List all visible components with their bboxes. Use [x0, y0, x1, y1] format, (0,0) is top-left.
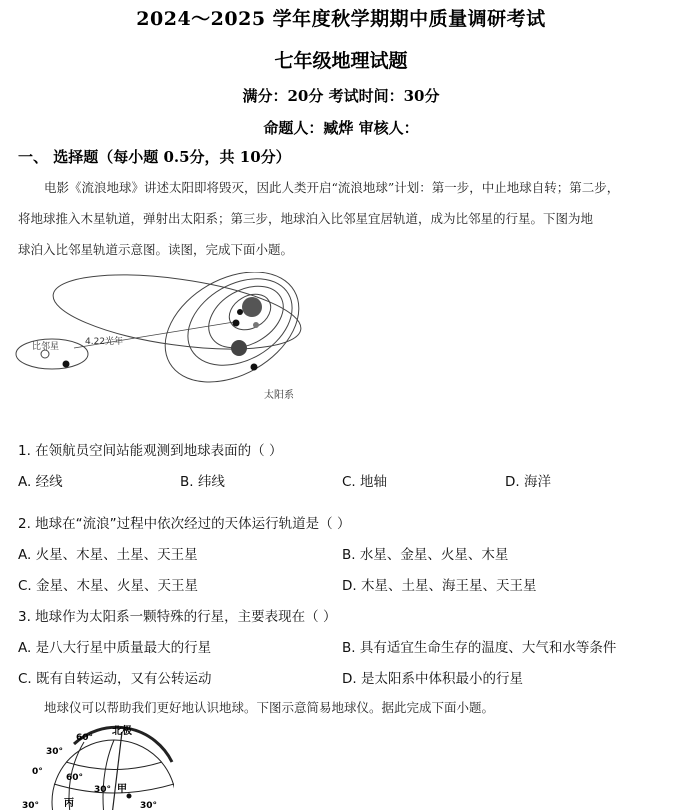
q2-option-d[interactable]: D. 木星、土星、海王星、天王星 [342, 578, 537, 594]
globe-axis [110, 732, 122, 810]
intro-line-1: 电影《流浪地球》讲述太阳即将毁灭，因此人类开启“流浪地球”计划：第一步，中止地球自转；第二步， [44, 180, 620, 195]
latitude-60 [66, 762, 162, 770]
exam-subtitle: 七年级地理试题 [274, 50, 408, 72]
point-jia [127, 794, 132, 799]
earth-near-proxima [63, 361, 70, 368]
exam-title: 2024～2025 学年度秋学期期中质量调研考试 [136, 8, 546, 30]
meridian-arc-2 [103, 740, 114, 810]
q1-option-b[interactable]: B. 纬线 [180, 474, 225, 490]
planet-large [231, 340, 247, 356]
distance-label: 4.22光年 [85, 337, 124, 347]
proxima-label: 比邻星 [32, 342, 60, 352]
q3-option-a[interactable]: A. 是八大行星中质量最大的行星 [18, 640, 212, 656]
intro2-line: 地球仪可以帮助我们更好地认识地球。下图示意简易地球仪。据此完成下面小题。 [44, 700, 495, 715]
q2-option-c[interactable]: C. 金星、木星、火星、天王星 [18, 578, 199, 594]
q1-option-c[interactable]: C. 地轴 [342, 474, 388, 490]
q2-option-b[interactable]: B. 水星、金星、火星、木星 [342, 547, 509, 563]
q1-option-d[interactable]: D. 海洋 [505, 474, 551, 490]
globe-label-30-right: 30° [140, 801, 158, 810]
planet-a [233, 320, 240, 327]
q1-option-a[interactable]: A. 经线 [18, 474, 63, 490]
globe-label-jia: 甲 [117, 784, 127, 795]
latitude-30 [54, 784, 174, 793]
outer-orbit [49, 272, 306, 362]
north-pole-label: 北极 [112, 726, 132, 737]
q3-option-b[interactable]: B. 具有适宜生命生存的温度、大气和水等条件 [342, 640, 617, 656]
globe-label-0: 0° [32, 767, 43, 777]
globe-label-60-inner: 60° [66, 773, 84, 783]
planet-d [237, 309, 243, 315]
solar-system-label: 太阳系 [264, 390, 294, 401]
q2-option-a[interactable]: A. 火星、木星、土星、天王星 [18, 547, 198, 563]
authors-line: 命题人：臧烨 审核人： [263, 119, 419, 137]
orbit-diagram [12, 272, 312, 432]
question-3: 3. 地球作为太阳系一颗特殊的行星，主要表现在（ ） [18, 609, 337, 625]
globe-label-30-bottom: 30° [22, 801, 40, 810]
globe-diagram [14, 722, 174, 810]
question-1: 1. 在领航员空间站能观测到地球表面的（ ） [18, 443, 283, 459]
globe-label-60-top: 60° [76, 733, 94, 743]
globe-label-30-left: 30° [46, 747, 64, 757]
question-2: 2. 地球在“流浪”过程中依次经过的天体运行轨道是（ ） [18, 516, 351, 532]
score-time-line: 满分：20分 考试时间：30分 [242, 87, 440, 105]
intro-line-3: 球泊入比邻星轨道示意图。读图，完成下面小题。 [18, 242, 294, 257]
planet-c [251, 364, 258, 371]
globe-label-30-inner: 30° [94, 785, 112, 795]
orbit-2 [173, 272, 308, 383]
q3-option-c[interactable]: C. 既有自转运动，又有公转运动 [18, 671, 212, 687]
globe-label-bing: 丙 [64, 798, 74, 809]
sun [242, 297, 262, 317]
q3-option-d[interactable]: D. 是太阳系中体积最小的行星 [342, 671, 523, 687]
planet-b [253, 322, 259, 328]
section-heading: 一、 选择题（每小题 0.5分，共 10分） [18, 148, 291, 166]
intro-line-2: 将地球推入木星轨道，弹射出太阳系；第三步，地球泊入比邻星宜居轨道，成为比邻星的行星。下图为地 [18, 211, 594, 226]
